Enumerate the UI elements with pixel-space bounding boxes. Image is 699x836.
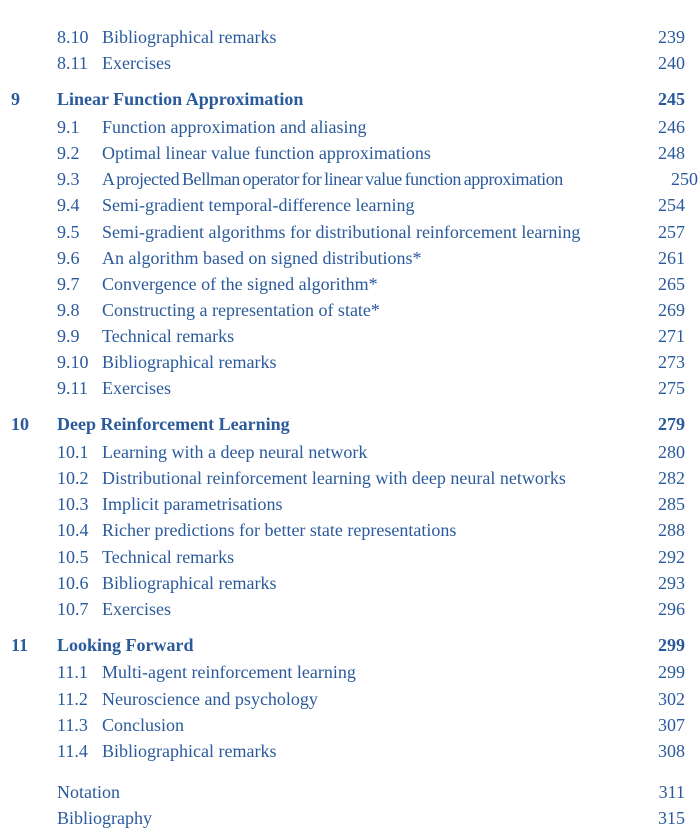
toc-entry-number: 8.11	[57, 53, 88, 73]
toc-entry-9-5[interactable]	[0, 220, 699, 244]
toc-entry-title: Technical remarks	[102, 547, 235, 567]
toc-entry-9-9[interactable]	[0, 324, 699, 348]
toc-entry-10-2[interactable]	[0, 466, 699, 490]
toc-entry-page: 296	[658, 599, 685, 619]
toc-entry-number: 8.10	[57, 27, 89, 47]
toc-chapter-number: 10	[11, 414, 29, 434]
toc-entry-page: 250	[671, 169, 698, 189]
toc-chapter-title: Linear Function Approximation	[57, 89, 304, 109]
toc-entry-page: 271	[658, 326, 685, 346]
toc-entry-number: 9.2	[57, 143, 80, 163]
toc-entry-number: 9.7	[57, 274, 80, 294]
toc-entry-page: 285	[658, 494, 685, 514]
toc-entry-10-1[interactable]	[0, 440, 699, 464]
toc-entry-number: 9.10	[57, 352, 89, 372]
toc-chapter-9[interactable]	[0, 87, 699, 111]
toc-entry-page: 288	[658, 520, 685, 540]
toc-entry-11-1[interactable]	[0, 660, 699, 684]
toc-entry-11-2[interactable]	[0, 687, 699, 711]
toc-entry-number: 11.3	[57, 715, 88, 735]
toc-entry-number: 11.1	[57, 662, 88, 682]
toc-entry-number: 10.1	[57, 442, 89, 462]
toc-entry-title: Bibliography	[57, 808, 152, 828]
toc-entry-title: A projected Bellman operator for linear value function approximation	[102, 169, 563, 189]
toc-entry-number: 10.2	[57, 468, 89, 488]
toc-chapter-10[interactable]	[0, 412, 699, 436]
toc-entry-number: 11.2	[57, 689, 88, 709]
toc-entry-10-3[interactable]	[0, 492, 699, 516]
toc-entry-10-4[interactable]	[0, 518, 699, 542]
toc-entry-page: 240	[658, 53, 685, 73]
toc-entry-page: 248	[658, 143, 685, 163]
toc-entry-title: Bibliographical remarks	[102, 741, 277, 761]
toc-entry-title: Distributional reinforcement learning with deep neural networks	[102, 468, 566, 488]
toc-entry-title: Notation	[57, 782, 120, 802]
toc-entry-page: 311	[658, 782, 685, 802]
toc-entry-page: 254	[658, 195, 685, 215]
toc-entry-11-4[interactable]	[0, 739, 699, 763]
toc-entry-title: Richer predictions for better state representations	[102, 520, 457, 540]
toc-entry-10-6[interactable]	[0, 571, 699, 595]
toc-entry-number: 11.4	[57, 741, 88, 761]
toc-entry-title: Semi-gradient temporal-difference learning	[102, 195, 415, 215]
toc-entry-title: Bibliographical remarks	[102, 573, 277, 593]
toc-chapter-page: 299	[658, 635, 685, 655]
toc-entry-page: 302	[658, 689, 685, 709]
toc-entry-title: Function approximation and aliasing	[102, 117, 367, 137]
toc-entry-9-1[interactable]	[0, 115, 699, 139]
toc-entry-9-6[interactable]	[0, 246, 699, 270]
toc-chapter-number: 9	[11, 89, 20, 109]
toc-entry-9-11[interactable]	[0, 376, 699, 400]
toc-entry-8-10[interactable]	[0, 25, 699, 49]
toc-entry-title: Exercises	[102, 599, 171, 619]
toc-entry-number: 9.5	[57, 222, 80, 242]
toc-entry-page: 292	[658, 547, 685, 567]
toc-entry-9-10[interactable]	[0, 350, 699, 374]
toc-entry-page: 246	[658, 117, 685, 137]
toc-entry-page: 315	[658, 808, 685, 828]
toc-entry-9-2[interactable]	[0, 141, 699, 165]
toc-entry-number: 10.4	[57, 520, 89, 540]
toc-entry-number: 10.6	[57, 573, 89, 593]
toc-entry-title: Implicit parametrisations	[102, 494, 283, 514]
toc-entry-page: 275	[658, 378, 685, 398]
toc-entry-10-5[interactable]	[0, 545, 699, 569]
toc-entry-number: 9.8	[57, 300, 80, 320]
toc-entry-title: Technical remarks	[102, 326, 235, 346]
toc-entry-number: 9.9	[57, 326, 80, 346]
toc-chapter-title: Deep Reinforcement Learning	[57, 414, 290, 434]
toc-entry-9-7[interactable]	[0, 272, 699, 296]
toc-entry-page: 308	[658, 741, 685, 761]
toc-entry-title: Exercises	[102, 53, 171, 73]
toc-entry-11-3[interactable]	[0, 713, 699, 737]
toc-entry-page: 282	[658, 468, 685, 488]
toc-entry-10-7[interactable]	[0, 597, 699, 621]
toc-entry-page: 265	[658, 274, 685, 294]
toc-entry-number: 9.4	[57, 195, 80, 215]
toc-entry-title: Learning with a deep neural network	[102, 442, 368, 462]
toc-entry-page: 239	[658, 27, 685, 47]
toc-entry-title: Optimal linear value function approximations	[102, 143, 431, 163]
toc-entry-bibliography[interactable]	[0, 806, 699, 830]
toc-entry-number: 10.7	[57, 599, 89, 619]
toc-entry-title: Bibliographical remarks	[102, 27, 277, 47]
toc-entry-number: 9.6	[57, 248, 80, 268]
toc-entry-page: 257	[658, 222, 685, 242]
toc-entry-9-4[interactable]	[0, 193, 699, 217]
toc-entry-notation[interactable]	[0, 780, 699, 804]
toc-entry-page: 299	[658, 662, 685, 682]
toc-entry-number: 9.1	[57, 117, 80, 137]
toc-entry-title: Multi-agent reinforcement learning	[102, 662, 356, 682]
toc-chapter-11[interactable]	[0, 633, 699, 657]
toc-entry-number: 9.3	[57, 169, 80, 189]
toc-entry-number: 9.11	[57, 378, 88, 398]
toc-entry-9-8[interactable]	[0, 298, 699, 322]
toc-entry-number: 10.3	[57, 494, 89, 514]
toc-entry-9-3[interactable]	[0, 167, 699, 191]
toc-entry-title: Constructing a representation of state*	[102, 300, 380, 320]
toc-entry-title: An algorithm based on signed distributions*	[102, 248, 422, 268]
toc-entry-title: Bibliographical remarks	[102, 352, 277, 372]
toc-entry-number: 10.5	[57, 547, 89, 567]
toc-entry-title: Exercises	[102, 378, 171, 398]
toc-entry-page: 269	[658, 300, 685, 320]
toc-chapter-page: 245	[658, 89, 685, 109]
toc-entry-title: Conclusion	[102, 715, 185, 735]
toc-entry-title: Semi-gradient algorithms for distributional reinforcement learning	[102, 222, 581, 242]
toc-entry-page: 273	[658, 352, 685, 372]
toc-entry-title: Convergence of the signed algorithm*	[102, 274, 378, 294]
toc-entry-title: Neuroscience and psychology	[102, 689, 318, 709]
toc-entry-page: 280	[658, 442, 685, 462]
toc-chapter-page: 279	[658, 414, 685, 434]
toc-chapter-title: Looking Forward	[57, 635, 194, 655]
toc-chapter-number: 11	[11, 635, 29, 655]
toc-entry-page: 293	[658, 573, 685, 593]
toc-entry-8-11[interactable]	[0, 51, 699, 75]
toc-entry-page: 307	[658, 715, 685, 735]
toc-entry-page: 261	[658, 248, 685, 268]
